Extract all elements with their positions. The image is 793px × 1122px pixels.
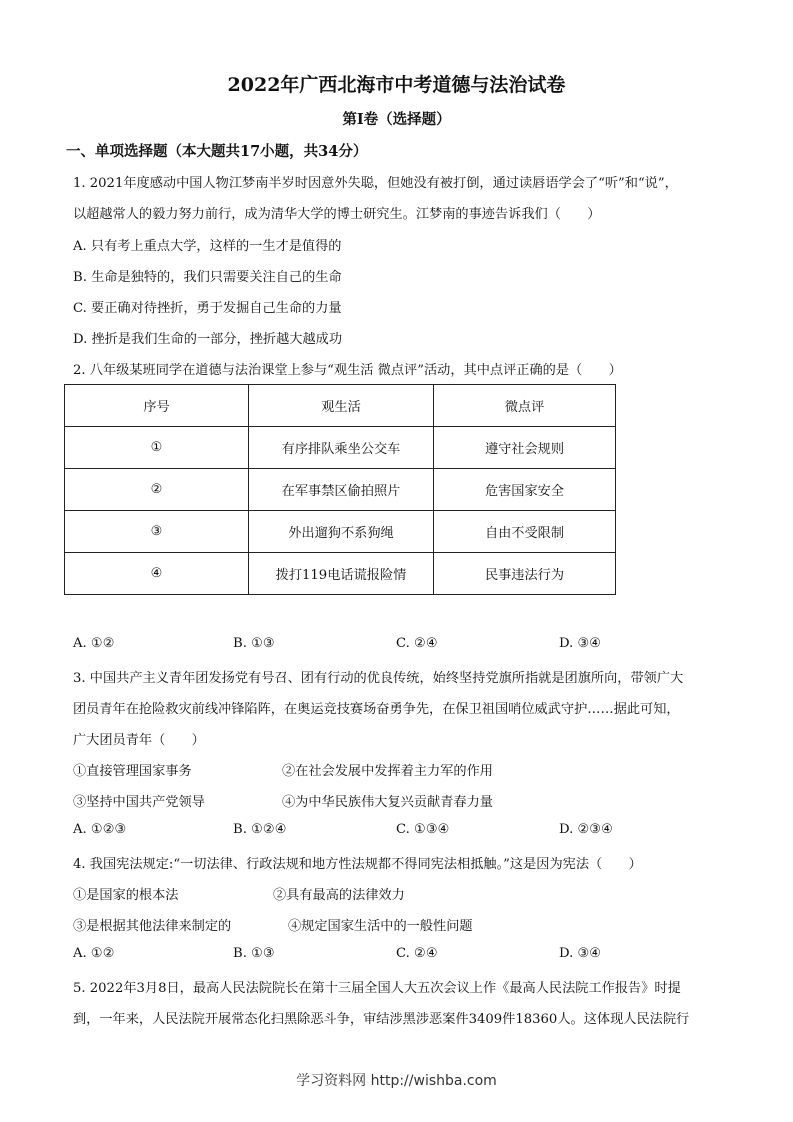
q4-option-c: C. ②④ [396, 946, 438, 961]
q3-stem-line3: 广大团员青年（ ） [73, 733, 205, 748]
q3-item-3: ③坚持中国共产党领导 [73, 795, 205, 810]
table-cell: ④ [65, 553, 249, 595]
q1-option-b: B. 生命是独特的，我们只需要关注自己的生命 [73, 270, 342, 285]
table-cell: 自由不受限制 [434, 511, 616, 553]
table-cell: 有序排队乘坐公交车 [249, 427, 434, 469]
q2-option-d: D. ③④ [559, 636, 602, 651]
table-header-cell: 序号 [65, 385, 249, 427]
q2-stem: 2. 八年级某班同学在道德与法治课堂上参与“观生活 微点评”活动，其中点评正确的是（ ） [73, 363, 622, 378]
table-cell: ① [65, 427, 249, 469]
q5-stem-line1: 5. 2022年3月8日，最高人民法院院长在第十三届全国人大五次会议上作《最高人民法院工作报告》时提 [73, 981, 681, 996]
table-cell: 遵守社会规则 [434, 427, 616, 469]
q1-option-a: A. 只有考上重点大学，这样的一生才是值得的 [73, 239, 342, 254]
q4-option-d: D. ③④ [559, 946, 602, 961]
table-cell: ③ [65, 511, 249, 553]
q2-option-c: C. ②④ [396, 636, 438, 651]
q4-stem: 4. 我国宪法规定:“一切法律、行政法规和地方性法规都不得同宪法相抵触。”这是因为宪法（ ） [73, 857, 642, 872]
table-header-cell: 微点评 [434, 385, 616, 427]
q2-option-a: A. ①② [73, 636, 115, 651]
table-header-row [65, 385, 616, 427]
q1-option-d: D. 挫折是我们生命的一部分，挫折越大越成功 [73, 332, 343, 347]
table-row [65, 427, 616, 469]
q4-item-1: ①是国家的根本法 [73, 888, 179, 903]
q3-item-2: ②在社会发展中发挥着主力军的作用 [282, 764, 493, 779]
table-row [65, 511, 616, 553]
table-row [65, 553, 616, 595]
table-cell: 外出遛狗不系狗绳 [249, 511, 434, 553]
q3-item-4: ④为中华民族伟大复兴贡献青春力量 [282, 795, 493, 810]
q1-option-c: C. 要正确对待挫折，勇于发掘自己生命的力量 [73, 301, 342, 316]
q2-table [64, 384, 616, 595]
table-cell: 拨打119电话谎报险情 [249, 553, 434, 595]
q4-item-3: ③是根据其他法律来制定的 [73, 919, 232, 934]
table-cell: 在军事禁区偷拍照片 [249, 469, 434, 511]
table-row [65, 469, 616, 511]
q4-item-2: ②具有最高的法律效力 [273, 888, 405, 903]
q3-option-c: C. ①③④ [396, 822, 450, 837]
q3-item-1: ①直接管理国家事务 [73, 764, 192, 779]
q3-stem-line1: 3. 中国共产主义青年团发扬党有号召、团有行动的优良传统，始终坚持党旗所指就是团旗所向，带领广大 [73, 671, 684, 686]
q3-option-a: A. ①②③ [73, 822, 127, 837]
section-heading: 一、单项选择题（本大题共17小题，共34分） [66, 143, 368, 160]
table-cell: 危害国家安全 [434, 469, 616, 511]
q1-stem-line2: 以超越常人的毅力努力前行，成为清华大学的博士研究生。江梦南的事迹告诉我们（ ） [73, 207, 601, 222]
q3-stem-line2: 团员青年在抢险救灾前线冲锋陷阵，在奥运竞技赛场奋勇争先，在保卫祖国哨位威武守护……据此可知， [73, 702, 680, 717]
page-title: 2022年广西北海市中考道德与法治试卷 [227, 74, 566, 96]
q5-stem-line2: 到，一年来，人民法院开展常态化扫黑除恶斗争，审结涉黑涉恶案件3409件18360人。这体现人民法院行 [73, 1012, 690, 1027]
footer-watermark: 学习资料网 http://wishba.com [296, 1073, 497, 1089]
q3-option-b: B. ①②④ [233, 822, 287, 837]
q1-stem-line1: 1. 2021年度感动中国人物江梦南半岁时因意外失聪，但她没有被打倒，通过读唇语学会了“听”和“说”， [73, 176, 678, 191]
table-cell: 民事违法行为 [434, 553, 616, 595]
q3-option-d: D. ②③④ [559, 822, 613, 837]
q4-option-a: A. ①② [73, 946, 115, 961]
page-subtitle: 第I卷（选择题） [342, 111, 451, 128]
q4-item-4: ④规定国家生活中的一般性问题 [288, 919, 473, 934]
q2-option-b: B. ①③ [233, 636, 275, 651]
table-cell: ② [65, 469, 249, 511]
q4-option-b: B. ①③ [233, 946, 275, 961]
table-header-cell: 观生活 [249, 385, 434, 427]
